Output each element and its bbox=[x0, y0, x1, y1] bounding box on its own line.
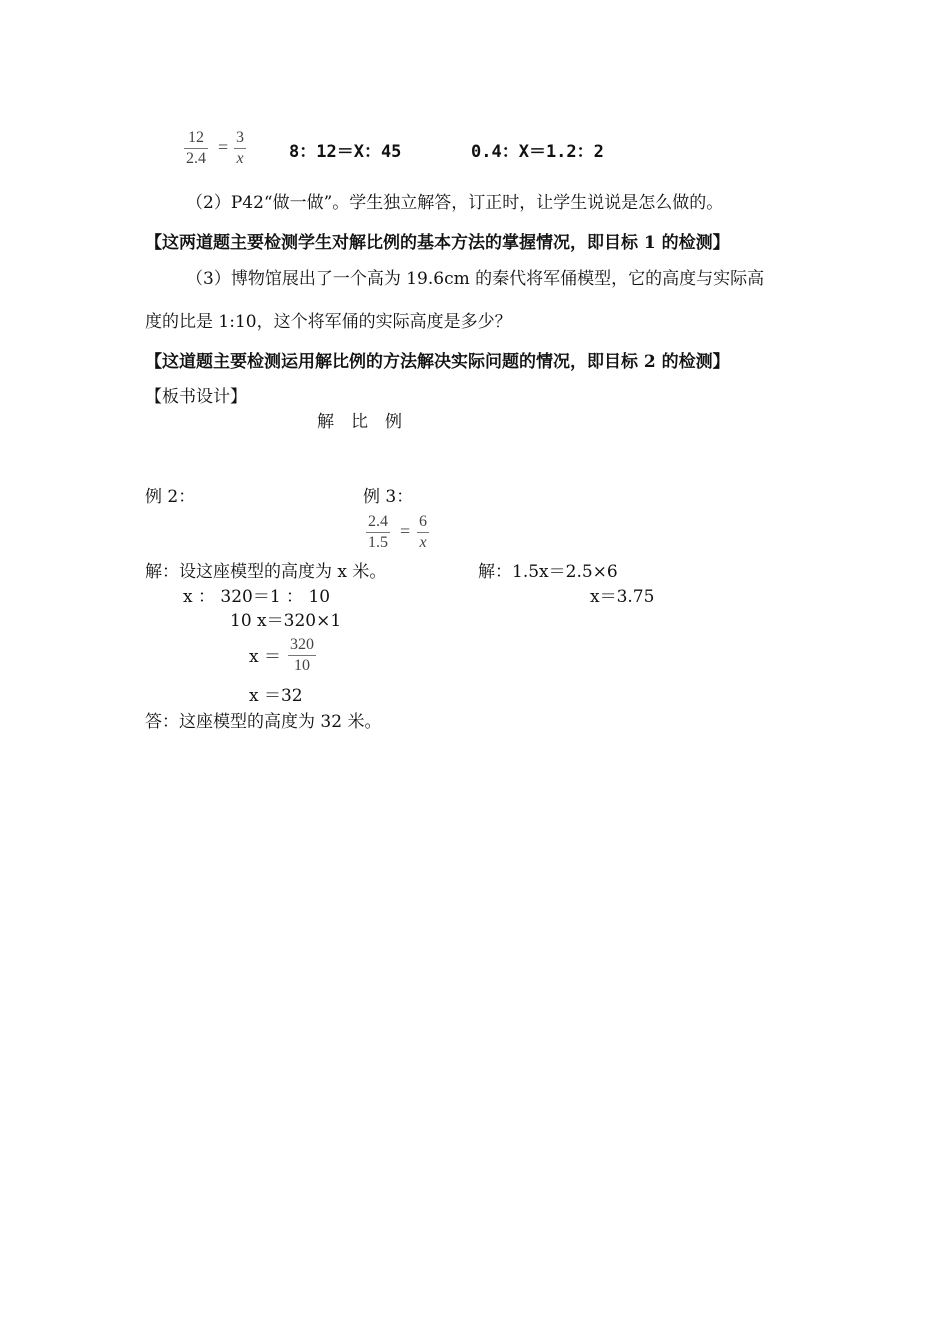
board-title: 解 比 例 bbox=[317, 412, 402, 432]
example-2-step-3-lhs: x ＝ bbox=[249, 647, 281, 667]
fraction-right bbox=[417, 512, 429, 553]
fraction-right bbox=[234, 128, 246, 169]
denominator: x bbox=[236, 150, 244, 167]
note-goal-2: 【这道题主要检测运用解比例的方法解决实际问题的情况，即目标 2 的检测】 bbox=[145, 352, 730, 372]
numerator: 6 bbox=[419, 513, 427, 530]
board-design-heading: 【板书设计】 bbox=[145, 387, 247, 407]
example-2-step-4: x ＝32 bbox=[249, 686, 303, 706]
equation-ratio-3: 0.4：X＝1.2：2 bbox=[471, 142, 604, 162]
example-2-label: 例 2： bbox=[145, 487, 196, 507]
denominator: 2.4 bbox=[186, 150, 206, 167]
exercise-2-text: （2）P42“做一做”。学生独立解答，订正时，让学生说说是怎么做的。 bbox=[186, 193, 724, 213]
fraction-left bbox=[366, 512, 390, 553]
example-3-result: x＝3.75 bbox=[590, 587, 655, 607]
example-2-step-2: 10 x＝320×1 bbox=[230, 611, 342, 631]
numerator: 3 bbox=[236, 129, 244, 146]
numerator: 320 bbox=[290, 636, 314, 653]
example-2-step-1: x ： 320＝1 ： 10 bbox=[183, 587, 331, 607]
note-goal-1: 【这两道题主要检测学生对解比例的基本方法的掌握情况，即目标 1 的检测】 bbox=[145, 233, 730, 253]
example-3-solution: 解：1.5x＝2.5×6 bbox=[478, 562, 618, 582]
denominator: 10 bbox=[294, 657, 310, 674]
equals-sign: = bbox=[218, 137, 229, 157]
example-2-answer: 答：这座模型的高度为 32 米。 bbox=[145, 712, 382, 732]
denominator: x bbox=[419, 534, 427, 551]
example-2-step-3-fraction bbox=[288, 635, 316, 676]
denominator: 1.5 bbox=[368, 534, 388, 551]
numerator: 2.4 bbox=[368, 513, 388, 530]
fraction-left bbox=[184, 128, 208, 169]
example-2-solution-intro: 解：设这座模型的高度为 x 米。 bbox=[145, 562, 387, 582]
example-3-label: 例 3： bbox=[363, 487, 414, 507]
equals-sign: = bbox=[400, 521, 411, 541]
numerator: 12 bbox=[188, 129, 204, 146]
exercise-3-line-1: （3）博物馆展出了一个高为 19.6cm 的秦代将军俑模型，它的高度与实际高 bbox=[186, 269, 765, 289]
exercise-3-line-2: 度的比是 1:10，这个将军俑的实际高度是多少？ bbox=[145, 312, 512, 332]
equation-ratio-2: 8：12＝X：45 bbox=[289, 142, 402, 162]
